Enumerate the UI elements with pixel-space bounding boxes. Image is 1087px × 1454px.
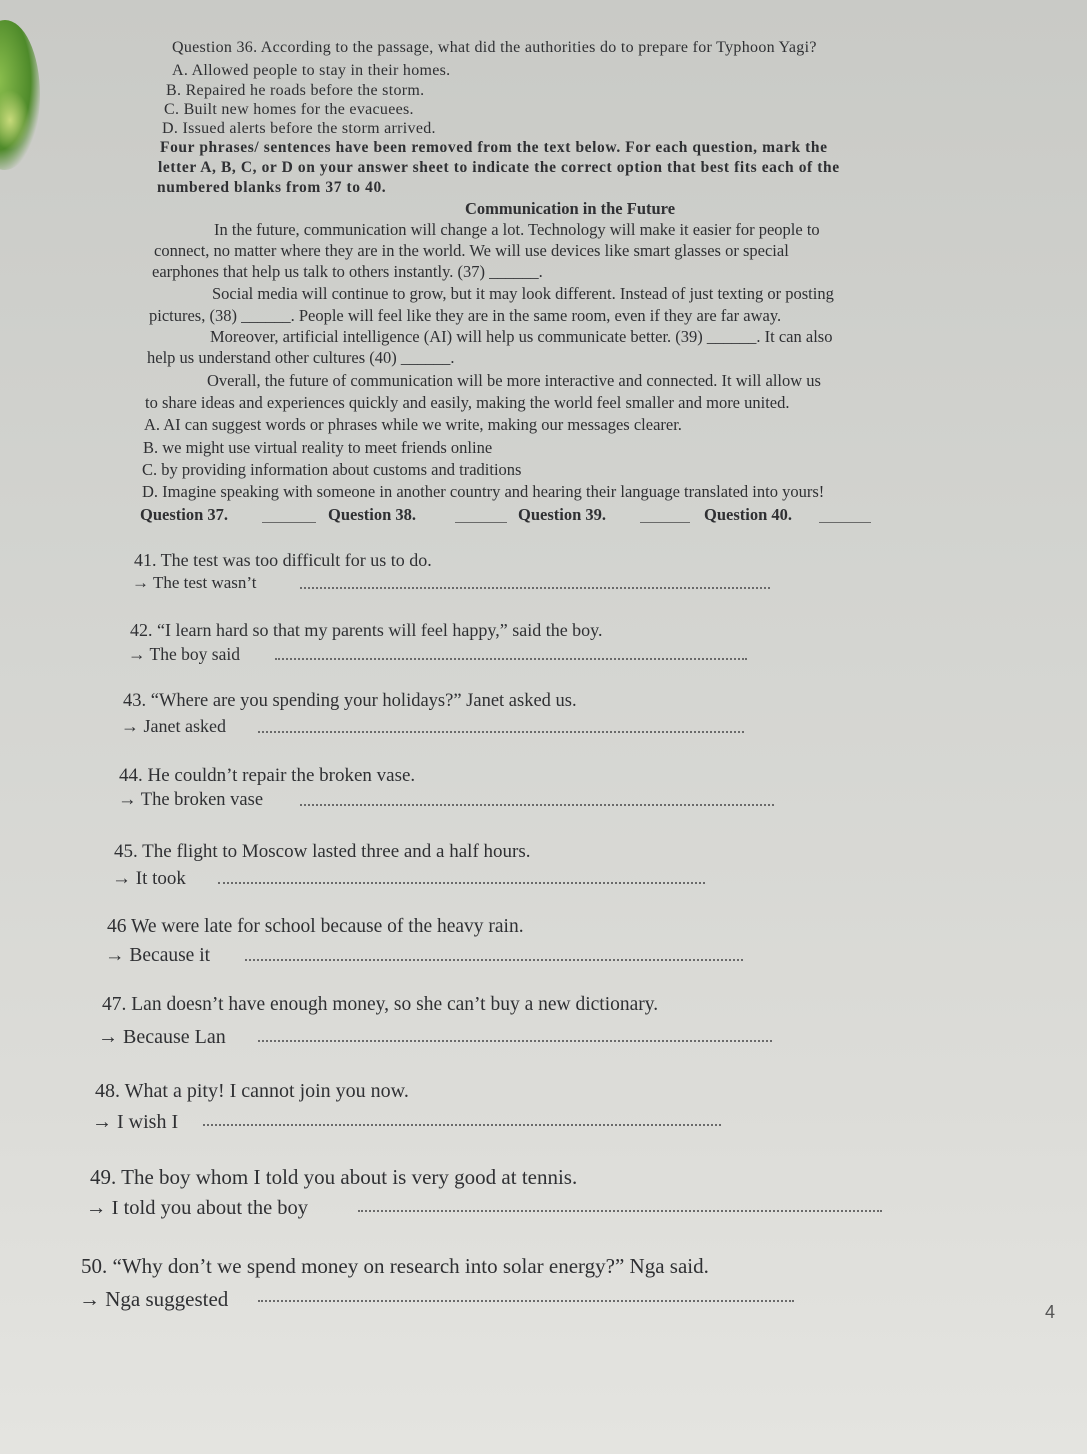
rewrite-answer-prompt: → It took — [112, 868, 186, 889]
rewrite-answer-line[interactable] — [218, 882, 705, 884]
answer-label-38: Question 38. — [328, 505, 417, 524]
rewrite-answer-line[interactable] — [300, 804, 774, 806]
passage-line: Moreover, artificial intelligence (AI) will help us communicate better. (39) ______. It can also — [210, 327, 833, 346]
passage-line: to share ideas and experiences quickly and easily, making the world feel smaller and more united. — [145, 393, 790, 412]
answer-label-37: Question 37. — [140, 505, 229, 524]
passage-option-c: C. by providing information about customs and traditions — [142, 460, 522, 479]
answer-label-39: Question 39. — [518, 505, 607, 524]
rewrite-answer-line[interactable] — [245, 959, 743, 961]
instruction-line: numbered blanks from 37 to 40. — [157, 179, 387, 196]
passage-line: earphones that help us talk to others instantly. (37) ______. — [152, 262, 543, 281]
answer-blank-39[interactable] — [640, 522, 690, 523]
rewrite-answer-line[interactable] — [300, 587, 770, 589]
q36-option-a: A. Allowed people to stay in their homes. — [172, 62, 451, 79]
rewrite-question: 46 We were late for school because of the heavy rain. — [107, 916, 524, 937]
passage-option-a: A. AI can suggest words or phrases while we write, making our messages clearer. — [144, 415, 682, 434]
passage-line: connect, no matter where they are in the world. We will use devices like smart glasses or special — [154, 241, 789, 260]
rewrite-answer-prompt: → Nga suggested — [79, 1287, 229, 1311]
q36-option-d: D. Issued alerts before the storm arrived. — [162, 120, 436, 137]
rewrite-question: 44. He couldn’t repair the broken vase. — [119, 765, 416, 786]
rewrite-question: 48. What a pity! I cannot join you now. — [95, 1080, 409, 1102]
rewrite-answer-prompt: → The broken vase — [118, 790, 264, 810]
rewrite-answer-prompt: → Janet asked — [121, 716, 226, 736]
rewrite-answer-line[interactable] — [258, 731, 744, 733]
passage-title: Communication in the Future — [464, 199, 676, 218]
rewrite-answer-prompt: → The boy said — [128, 644, 240, 664]
answer-blank-37[interactable] — [262, 522, 316, 523]
instruction-line: letter A, B, C, or D on your answer sheet to indicate the correct option that best fits each of the — [158, 159, 840, 176]
rewrite-question: 45. The flight to Moscow lasted three and a half hours. — [114, 841, 531, 862]
rewrite-question: 43. “Where are you spending your holidays?” Janet asked us. — [123, 691, 577, 711]
rewrite-answer-line[interactable] — [258, 1040, 772, 1042]
rewrite-answer-line[interactable] — [203, 1124, 721, 1126]
rewrite-answer-prompt: → Because Lan — [98, 1026, 226, 1048]
rewrite-question: 41. The test was too difficult for us to do. — [134, 550, 432, 570]
rewrite-answer-prompt: → The test wasn’t — [132, 573, 257, 592]
rewrite-answer-line[interactable] — [275, 658, 747, 660]
rewrite-answer-prompt: → Because it — [105, 945, 211, 966]
instruction-line: Four phrases/ sentences have been removed from the text below. For each question, mark the — [160, 139, 828, 156]
rewrite-question: 47. Lan doesn’t have enough money, so she can’t buy a new dictionary. — [102, 994, 659, 1015]
rewrite-answer-line[interactable] — [258, 1300, 794, 1302]
passage-line: pictures, (38) ______. People will feel like they are in the same room, even if they are far away. — [149, 306, 782, 325]
passage-line: In the future, communication will change a lot. Technology will make it easier for people to — [214, 220, 820, 239]
q36-question: Question 36. According to the passage, what did the authorities do to prepare for Typhoon Yagi? — [172, 39, 817, 56]
q36-option-b: B. Repaired he roads before the storm. — [166, 82, 425, 99]
passage-option-d: D. Imagine speaking with someone in another country and hearing their language translated into yours! — [142, 482, 825, 501]
rewrite-answer-prompt: → I wish I — [92, 1111, 179, 1133]
rewrite-answer-prompt: → I told you about the boy — [86, 1197, 309, 1219]
passage-line: Overall, the future of communication will be more interactive and connected. It will allow us — [207, 371, 821, 390]
rewrite-answer-line[interactable] — [358, 1210, 882, 1212]
page-number: 4 — [1045, 1302, 1056, 1322]
rewrite-question: 49. The boy whom I told you about is very good at tennis. — [90, 1165, 578, 1189]
passage-line: help us understand other cultures (40) ______. — [147, 348, 455, 367]
rewrite-question: 50. “Why don’t we spend money on research into solar energy?” Nga said. — [81, 1254, 709, 1278]
answer-blank-38[interactable] — [455, 522, 507, 523]
q36-option-c: C. Built new homes for the evacuees. — [164, 101, 414, 118]
passage-line: Social media will continue to grow, but it may look different. Instead of just texting or posting — [212, 284, 834, 303]
rewrite-question: 42. “I learn hard so that my parents will feel happy,” said the boy. — [130, 620, 603, 640]
answer-blank-40[interactable] — [819, 522, 871, 523]
answer-label-40: Question 40. — [704, 505, 793, 524]
passage-option-b: B. we might use virtual reality to meet friends online — [143, 438, 493, 457]
